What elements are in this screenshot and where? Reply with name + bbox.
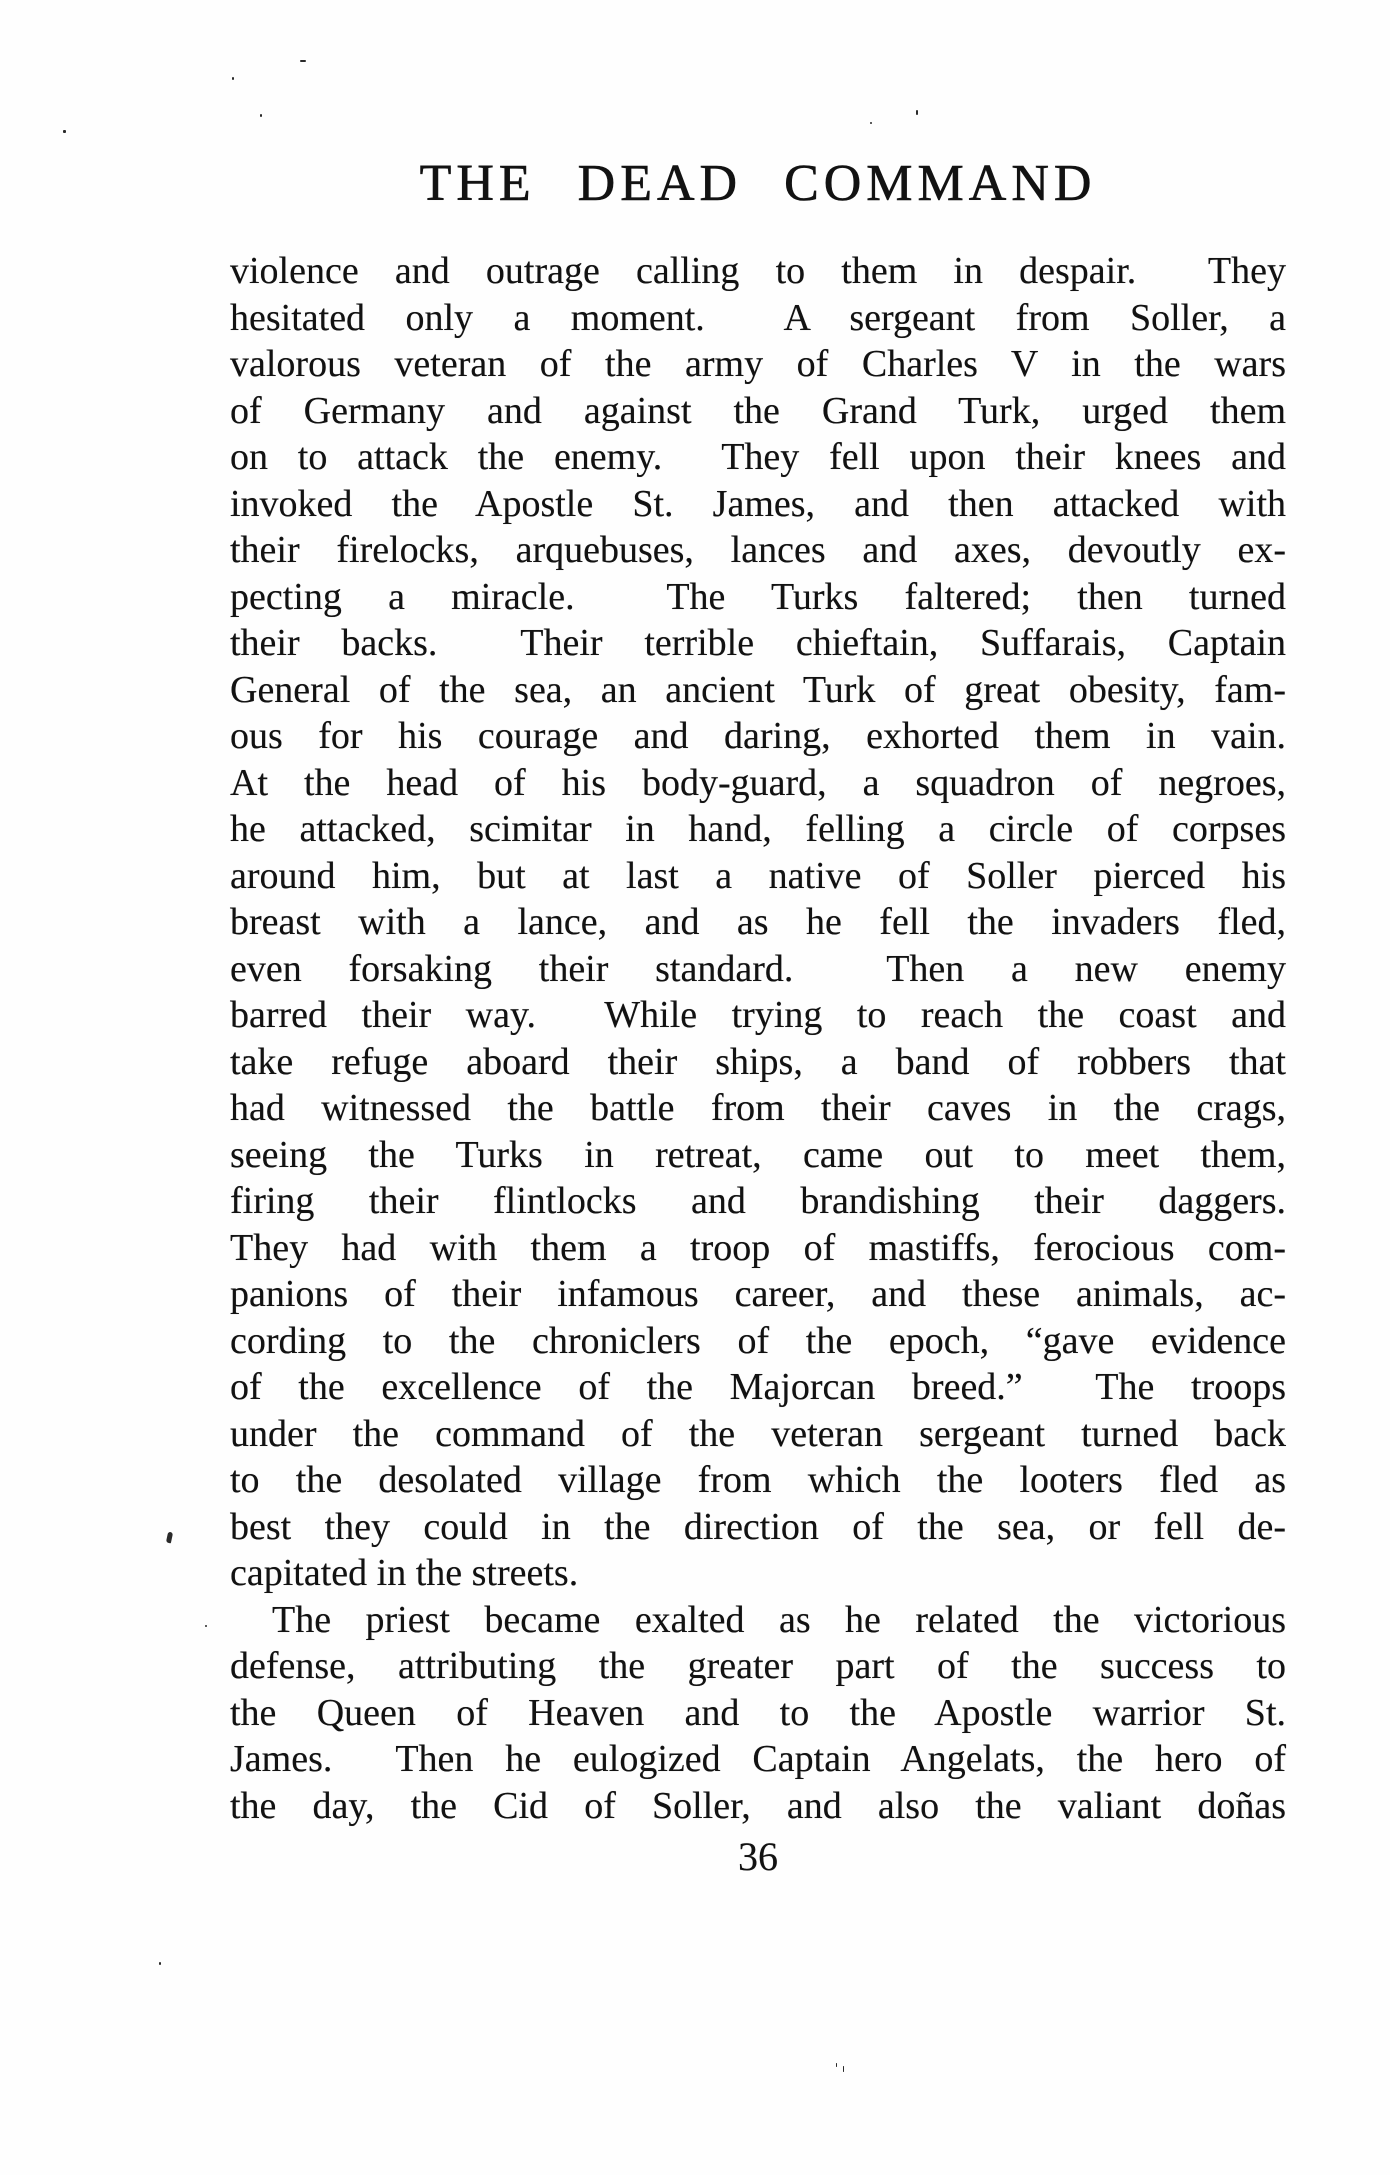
text-line: invoked the Apostle St. James, and then attacked with [230, 482, 1286, 525]
text-line: panions of their infamous career, and these animals, ac- [230, 1273, 1286, 1315]
text-line: barred their way. While trying to reach the coast and [230, 994, 1286, 1036]
text-line: of the excellence of the Majorcan breed.” The troops [230, 1366, 1286, 1408]
scan-speck [205, 1625, 207, 1627]
text-line: their backs. Their terrible chieftain, Suffarais, Captain [230, 622, 1286, 664]
scan-speck [232, 77, 234, 80]
page-number: 36 [738, 1834, 778, 1879]
text-line: ous for his courage and daring, exhorted them in vain. [230, 715, 1286, 757]
scan-speck [300, 60, 306, 62]
text-line-paragraph-start: The priest became exalted as he related the victorious [272, 1598, 1286, 1641]
scan-speck [159, 1962, 161, 1965]
text-line: General of the sea, an ancient Turk of great obesity, fam- [230, 668, 1286, 711]
text-line: of Germany and against the Grand Turk, urged them [230, 389, 1286, 432]
text-line: on to attack the enemy. They fell upon their knees and [230, 436, 1286, 478]
scan-speck-comma [166, 1532, 173, 1544]
text-line-paragraph-end: capitated in the streets. [230, 1552, 579, 1594]
text-line: the day, the Cid of Soller, and also the valiant doñas [230, 1784, 1286, 1827]
text-line: he attacked, scimitar in hand, felling a circle of corpses [230, 808, 1286, 850]
text-line: take refuge aboard their ships, a band of robbers that [230, 1040, 1286, 1083]
text-line: defense, attributing the greater part of the success to [230, 1645, 1286, 1687]
text-line: best they could in the direction of the sea, or fell de- [230, 1505, 1286, 1548]
text-line: had witnessed the battle from their caves in the crags, [230, 1087, 1286, 1129]
scan-speck [260, 114, 262, 117]
text-line: At the head of his body-guard, a squadron of negroes, [230, 761, 1286, 804]
scan-speck [843, 2066, 844, 2072]
scan-speck [836, 2063, 837, 2067]
text-line: hesitated only a moment. A sergeant from Soller, a [230, 296, 1286, 339]
text-line: the Queen of Heaven and to the Apostle warrior St. [230, 1691, 1286, 1734]
text-line: They had with them a troop of mastiffs, ferocious com- [230, 1226, 1286, 1269]
body-text [230, 248, 1286, 1829]
scan-speck [916, 110, 918, 115]
text-line: even forsaking their standard. Then a new enemy [230, 947, 1286, 990]
scan-speck [870, 122, 872, 124]
text-line: under the command of the veteran sergeant turned back [230, 1412, 1286, 1455]
text-line: valorous veteran of the army of Charles V in the wars [230, 343, 1286, 385]
text-line: breast with a lance, and as he fell the invaders fled, [230, 901, 1286, 943]
text-line: pecting a miracle. The Turks faltered; then turned [230, 575, 1286, 618]
text-line: around him, but at last a native of Soller pierced his [230, 854, 1286, 897]
text-line: their firelocks, arquebuses, lances and axes, devoutly ex- [230, 529, 1286, 571]
scan-speck [63, 130, 66, 133]
text-line: firing their flintlocks and brandishing their daggers. [230, 1180, 1286, 1222]
text-line: violence and outrage calling to them in despair. They [230, 250, 1286, 292]
text-line: cording to the chroniclers of the epoch, “gave evidence [230, 1319, 1286, 1362]
text-line: to the desolated village from which the looters fled as [230, 1459, 1286, 1501]
text-line: seeing the Turks in retreat, came out to meet them, [230, 1133, 1286, 1176]
text-line: James. Then he eulogized Captain Angelats, the hero of [230, 1738, 1286, 1780]
page-title: THE DEAD COMMAND [419, 155, 1097, 212]
